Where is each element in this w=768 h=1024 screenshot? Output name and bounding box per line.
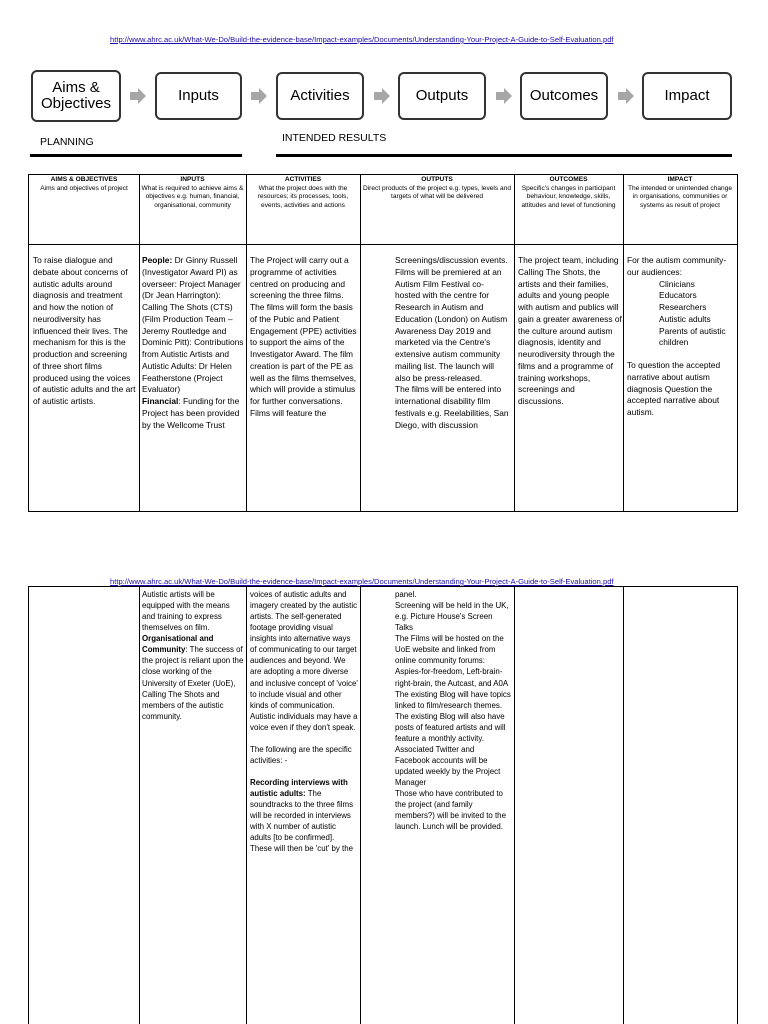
flow-step-outputs bbox=[398, 72, 486, 120]
flow-arrow-icon bbox=[374, 88, 390, 104]
flow-arrow-icon bbox=[496, 88, 512, 104]
impact-list-item: Autistic adults bbox=[659, 313, 711, 324]
impact-list-item: Parents of autistic children bbox=[659, 325, 726, 348]
activities-cell bbox=[250, 255, 358, 509]
intended-results-label: INTENDED RESULTS bbox=[282, 132, 387, 144]
outputs-cell-cont bbox=[395, 589, 511, 1024]
header-outputs-desc: Direct products of the project e.g. types, levels and targets of what will be delivered bbox=[362, 184, 512, 201]
aims-text: To raise dialogue and debate about concerns of autistic adults around diagnosis and treatment and how the notion of neurodiversity has influenced their lives. The mechanism for this is the production and screening of three short films produced using the voices of autistic adults and the art of autistic artists. bbox=[33, 255, 136, 407]
flow-step-inputs-label: Inputs bbox=[178, 86, 219, 104]
flow-arrow-icon bbox=[130, 88, 146, 104]
header-inputs-desc: What is required to achieve aims & objectives e.g. human, financial, organisational, community bbox=[141, 184, 244, 209]
outcomes-text: The project team, including Calling The Shots, the artists and their families, adults and young people with autism and publics will gain a greater awareness of the culture around autism diagnosis, identity and neurodiversity through the films and a programme of training workshops, screenings and discussions. bbox=[518, 255, 622, 407]
intended-results-underline bbox=[276, 154, 732, 157]
header-impact-title: IMPACT bbox=[667, 176, 693, 183]
header-inputs-title: INPUTS bbox=[180, 176, 205, 183]
flow-step-outputs-label: Outputs bbox=[415, 86, 469, 104]
outputs-text: Screenings/discussion events. Films will be premiered at an Autism Film Festival co-hosted with the centre for Research in Autism and Education (London) on Autism Awareness Day 2019 and marketed via the Centre's extensive autism community mailing list. The launch will also be press-released. The films will be entered into international disability film festivals e.g. Reelabilities, San Diego, with discussion bbox=[395, 255, 509, 430]
logic-model-table-continued bbox=[28, 586, 738, 1024]
flow-step-impact bbox=[642, 72, 732, 120]
activities-rec-text: The soundtracks to the three films will be recorded in interviews with X number of autistic adults [to be confirmed]. These will then be 'cut' by the bbox=[250, 789, 354, 854]
inputs-financial-label: Financial bbox=[142, 396, 179, 407]
outputs-cont-text: panel. Screening will be held in the UK, e.g. Picture House's Screen Talks The Films will be hosted on the UoE website and linked from online community forums: Aspies-for-freedom, Left-brain-right-brain, the Autcast, and A0A The existing Blog will have topics linked to film/research themes. The existing Blog will also have posts of featured artists and will feature a monthly activity. Associated Twitter and Facebook accounts will be updated weekly by the Project Manager Those who have contributed to the project (and family members?) will be invited to the launch. Lunch will be provided. bbox=[395, 590, 511, 832]
planning-label: PLANNING bbox=[40, 136, 94, 148]
impact-tail: To question the accepted narrative about autism diagnosis Question the accepted narrative about autism. bbox=[627, 360, 721, 418]
outcomes-cell bbox=[518, 255, 622, 509]
logic-model-table bbox=[28, 174, 738, 512]
activities-rec-label: Recording interviews with autistic adults: bbox=[250, 777, 348, 798]
flow-step-inputs bbox=[155, 72, 242, 120]
activities-text: The Project will carry out a programme of activities centred on producing and screening the three films. The films will form the basis of the Pubic and Patient Engagement (PPE) activities to support the aims of the Investigator Award. The film creation is part of the PE as well as the films themselves, which will provide a stimulus for further conversations. Films will feature the bbox=[250, 255, 357, 418]
header-impact-desc: The intended or unintended change in organisations, communities or systems as result of project bbox=[627, 184, 733, 209]
activities-cont-text: voices of autistic adults and imagery created by the autistic artists. The self-generated footage providing visual insights into alternative ways of communicating to our target audiences and beyond. We are adopting a more diverse and inclusive concept of 'voice' to include visual and other kinds of communication. Autistic individuals may have a voice even if they don't speak. bbox=[250, 590, 358, 732]
header-aims-title: AIMS & OBJECTIVES bbox=[50, 176, 118, 183]
inputs-org-label: Organisational and Community bbox=[142, 634, 214, 655]
flow-step-outcomes bbox=[520, 72, 608, 120]
inputs-cont-intro: Autistic artists will be equipped with the means and training to express themselves on film. bbox=[142, 590, 230, 633]
planning-underline bbox=[30, 154, 242, 157]
flow-arrow-icon bbox=[251, 88, 267, 104]
flow-step-aims-label: Aims & Objectives bbox=[40, 78, 112, 112]
flow-step-impact-label: Impact bbox=[664, 86, 710, 104]
header-impact bbox=[623, 175, 737, 211]
flow-step-activities-label: Activities bbox=[290, 86, 350, 104]
source-url-mid[interactable]: http://www.ahrc.ac.uk/What-We-Do/Build-the-evidence-base/Impact-examples/Documents/Understanding-Your-Project-A-Guide-to-Self-Evaluation.pdf bbox=[110, 577, 614, 586]
header-outcomes bbox=[514, 175, 623, 211]
header-aims bbox=[29, 175, 139, 194]
header-outputs-title: OUTPUTS bbox=[421, 176, 453, 183]
inputs-people-text: Dr Ginny Russell (Investigator Award PI) as overseer: Project Manager (Dr Jean Harrington): Calling The Shots (CTS) (Film Production Team – Jeremy Routledge and Dominic Pitt): Contributions from Autistic Artists and Autistic Adults: Dr Helen Featherstone (Project Evaluator) bbox=[142, 255, 244, 395]
inputs-cell bbox=[142, 255, 245, 509]
inputs-people-label: People: bbox=[142, 255, 173, 265]
impact-list-item: Educators bbox=[659, 290, 697, 301]
header-aims-desc: Aims and objectives of project bbox=[40, 184, 128, 192]
outputs-cell bbox=[395, 255, 509, 509]
inputs-cell-cont bbox=[142, 589, 244, 1024]
header-activities-title: ACTIVITIES bbox=[284, 176, 322, 183]
flow-step-outcomes-label: Outcomes bbox=[529, 86, 599, 104]
header-outcomes-desc: Specific's changes in participant behaviour, knowledge, skills, attitudes and level of functioning bbox=[521, 184, 616, 209]
flow-step-activities bbox=[276, 72, 364, 120]
inputs-financial-text: : Funding for the Project has been provided by the Wellcome Trust bbox=[142, 396, 240, 430]
header-outputs bbox=[360, 175, 514, 203]
impact-intro: For the autism community- our audiences: bbox=[627, 255, 727, 277]
impact-list-item: Clinicians bbox=[659, 278, 695, 289]
header-activities-desc: What the project does with the resources; its processes, tools, events, activities and actions bbox=[257, 184, 349, 209]
flow-arrow-icon bbox=[618, 88, 634, 104]
impact-list-item: Researchers bbox=[659, 302, 707, 313]
header-activities bbox=[246, 175, 360, 211]
header-inputs bbox=[139, 175, 246, 211]
flow-step-aims bbox=[31, 70, 121, 122]
source-url-top[interactable]: http://www.ahrc.ac.uk/What-We-Do/Build-the-evidence-base/Impact-examples/Documents/Understanding-Your-Project-A-Guide-to-Self-Evaluation.pdf bbox=[110, 35, 614, 44]
activities-following: The following are the specific activities: - bbox=[250, 744, 352, 765]
activities-cell-cont bbox=[250, 589, 358, 1024]
header-outcomes-title: OUTCOMES bbox=[549, 176, 588, 183]
impact-cell bbox=[627, 255, 737, 509]
inputs-org-text: : The success of the project is reliant upon the close working of the University of Exeter (UoE), Calling The Shots and members of the autistic community. bbox=[142, 645, 244, 721]
aims-cell bbox=[33, 255, 136, 509]
